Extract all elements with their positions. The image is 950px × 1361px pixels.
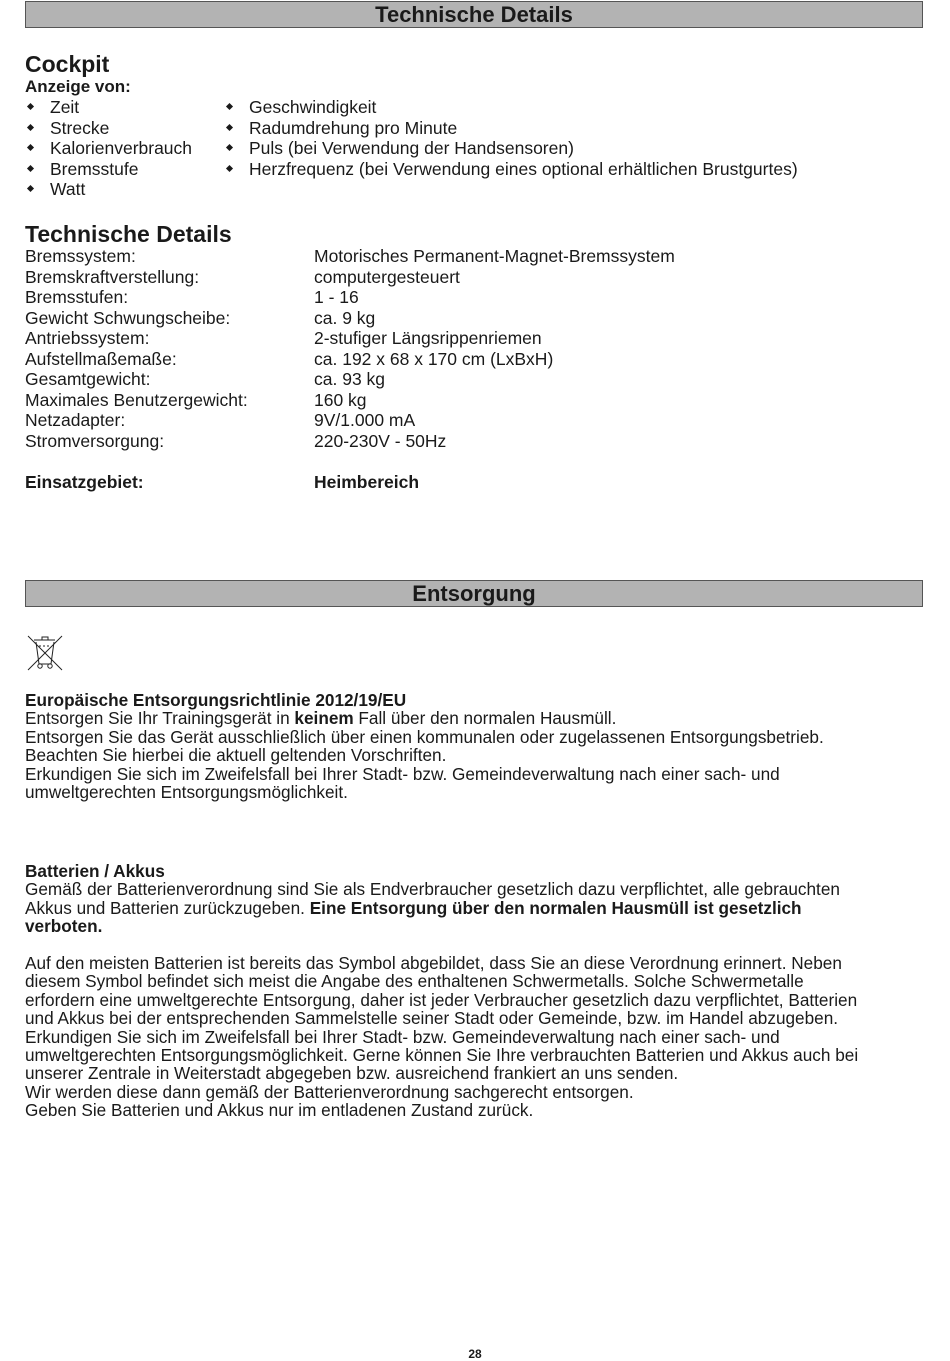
page-number: 28 <box>468 1347 482 1361</box>
paragraph-spacer <box>25 936 925 954</box>
section-banner-technical-details: Technische Details <box>25 1 923 28</box>
eu-directive-block <box>25 691 925 801</box>
list-item: Herzfrequenz (bei Verwendung eines optional erhältlichen Brustgurtes) <box>224 159 798 180</box>
cockpit-left-list <box>25 97 192 200</box>
bullet-diamond-icon <box>226 123 233 130</box>
list-item: Zeit <box>25 97 192 118</box>
display-label: Anzeige von: <box>25 77 131 96</box>
list-item: Radumdrehung pro Minute <box>224 118 798 139</box>
paragraph-line: unserer Zentrale in Weiterstadt abgegeben bzw. ausreichend frankiert an uns senden. <box>25 1063 679 1084</box>
paragraph-line: Erkundigen Sie sich im Zweifelsfall bei Ihrer Stadt- bzw. Gemeindeverwaltung nach einer sach- und <box>25 763 780 784</box>
battery-title: Batterien / Akkus <box>25 861 165 881</box>
list-item: Bremsstufe <box>25 159 192 180</box>
paragraph-line: Gemäß der Batterienverordnung sind Sie als Endverbraucher gesetzlich dazu verpflichtet, alle gebrauchten <box>25 879 840 900</box>
list-item: Geschwindigkeit <box>224 97 798 118</box>
list-item: Kalorienverbrauch <box>25 138 192 159</box>
paragraph-line: verboten. <box>25 916 103 937</box>
list-item: Strecke <box>25 118 192 139</box>
bullet-diamond-icon <box>27 144 34 151</box>
paragraph-line: Auf den meisten Batterien ist bereits das Symbol abgebildet, dass Sie an diese Verordnung erinnert. Neben <box>25 953 842 974</box>
bullet-diamond-icon <box>226 144 233 151</box>
bullet-diamond-icon <box>27 185 34 192</box>
bullet-diamond-icon <box>226 164 233 171</box>
specs-title: Technische Details <box>25 221 232 247</box>
bullet-diamond-icon <box>226 103 233 110</box>
paragraph-line: Wir werden diese dann gemäß der Batterienverordnung sachgerecht entsorgen. <box>25 1081 634 1102</box>
bullet-diamond-icon <box>27 123 34 130</box>
bullet-diamond-icon <box>27 103 34 110</box>
cockpit-title: Cockpit <box>25 51 110 77</box>
paragraph-line: und Akkus bei der entsprechenden Sammelstelle seiner Stadt oder Gemeinde, bzw. im Handel abzugeben. <box>25 1008 839 1029</box>
paragraph-line: Akkus und Batterien zurückzugeben. Eine Entsorgung über den normalen Hausmüll ist gesetzlich <box>25 897 802 918</box>
paragraph-line: Erkundigen Sie sich im Zweifelsfall bei Ihrer Stadt- bzw. Gemeindeverwaltung nach einer sach- und <box>25 1026 780 1047</box>
paragraph-line: erfordern eine umweltgerechte Entsorgung, daher ist jeder Verbraucher gesetzlich dazu verpflichtet, Batterien <box>25 989 858 1010</box>
paragraph-line: Entsorgen Sie Ihr Trainingsgerät in keinem Fall über den normalen Hausmüll. <box>25 708 617 729</box>
paragraph-line: diesem Symbol befindet sich meist die Angabe des enthaltenen Schwermetalls. Solche Schwermetalle <box>25 971 804 992</box>
paragraph-line: umweltgerechten Entsorgungsmöglichkeit. Gerne können Sie Ihre verbrauchten Batterien und Akkus auch bei <box>25 1045 859 1066</box>
paragraph-line: Entsorgen Sie das Gerät ausschließlich über einen kommunalen oder zugelassenen Entsorgungsbetrieb. <box>25 726 824 747</box>
list-item: Watt <box>25 179 192 200</box>
crossed-out-wheeled-bin-icon <box>25 634 65 672</box>
list-item: Puls (bei Verwendung der Handsensoren) <box>224 138 798 159</box>
cockpit-right-list <box>224 97 798 179</box>
section-banner-disposal: Entsorgung <box>25 580 923 607</box>
bullet-diamond-icon <box>27 164 34 171</box>
eu-directive-title: Europäische Entsorgungsrichtlinie 2012/19/EU <box>25 690 407 710</box>
paragraph-line: Geben Sie Batterien und Akkus nur im entladenen Zustand zurück. <box>25 1100 534 1121</box>
paragraph-line: umweltgerechten Entsorgungsmöglichkeit. <box>25 782 348 803</box>
manual-page: Technische Details Cockpit Anzeige von: Zeit Strecke Kalorienverbrauch Bremsstufe Watt Geschwindigkeit Radumdrehung pro Minute Puls (bei Verwendung der Handsensoren) Herzfrequenz (bei Verwendung eines optional erhältlichen Brustgurtes) Technische Details Bremssystem: Motorisches Permanent-Magnet-Bremssystem Bremskraftverstellung: computergesteuert Bremsstufen: 1 - 16 Gewicht Schwungscheibe: ca. 9 kg Antriebssystem: 2-stufiger Längsrippenriemen Aufstellmaßemaße: ca. 192 x 68 x 170 cm (LxBxH) Gesamtgewicht: ca. 93 kg Maximales Benutzergewicht: 160 kg Netzadapter: 9V/1.000 mA Stromversorgung: 220-230V - 50Hz Einsatzgebiet: Heimbereich Entsorgung Europäische Entsorgungsrichtlinie 2012/19/EU Entsorgen Sie Ihr Trainingsgerät in keinem Fall über den normalen Hausmüll. Entsorgen Sie das Gerät ausschließlich über einen kommunalen oder zugelassenen Entsorgungsbetrieb. Beachten Sie hierbei die aktuell geltenden Vorschriften. Erkundigen Sie sich im Zweifelsfall bei Ihrer Stadt- bzw. Gemeindeverwaltung nach einer sach- und umweltgerechten Entsorgungsmöglichkeit. Batterien / Akkus Gemäß der Batterienverordnung sind Sie als Endverbraucher gesetzlich dazu verpflichtet, alle gebrauchten Akkus und Batterien zurückzugeben. Eine Entsorgung über den normalen Hausmüll ist gesetzlich verboten. Auf den meisten Batterien ist bereits das Symbol abgebildet, dass Sie an diese Verordnung erinnert. Neben diesem Symbol befindet sich meist die Angabe des enthaltenen Schwermetalls. Solche Schwermetalle erfordern eine umweltgerechte Entsorgung, daher ist jeder Verbraucher gesetzlich dazu verpflichtet, Batterien und Akkus bei der entsprechenden Sammelstelle seiner Stadt oder Gemeinde, bzw. im Handel abzugeben. Erkundigen Sie sich im Zweifelsfall bei Ihrer Stadt- bzw. Gemeindeverwaltung nach einer sach- und umweltgerechten Entsorgungsmöglichkeit. Gerne können Sie Ihre verbrauchten Batterien und Akkus auch bei unserer Zentrale in Weiterstadt abgegeben bzw. ausreichend frankiert an uns senden. Wir werden diese dann gemäß der Batterienverordnung sachgerecht entsorgen. Geben Sie Batterien und Akkus nur im entladenen Zustand zurück. 28 <box>0 0 950 1360</box>
paragraph-line: Beachten Sie hierbei die aktuell geltenden Vorschriften. <box>25 745 447 766</box>
battery-block <box>25 862 925 1120</box>
